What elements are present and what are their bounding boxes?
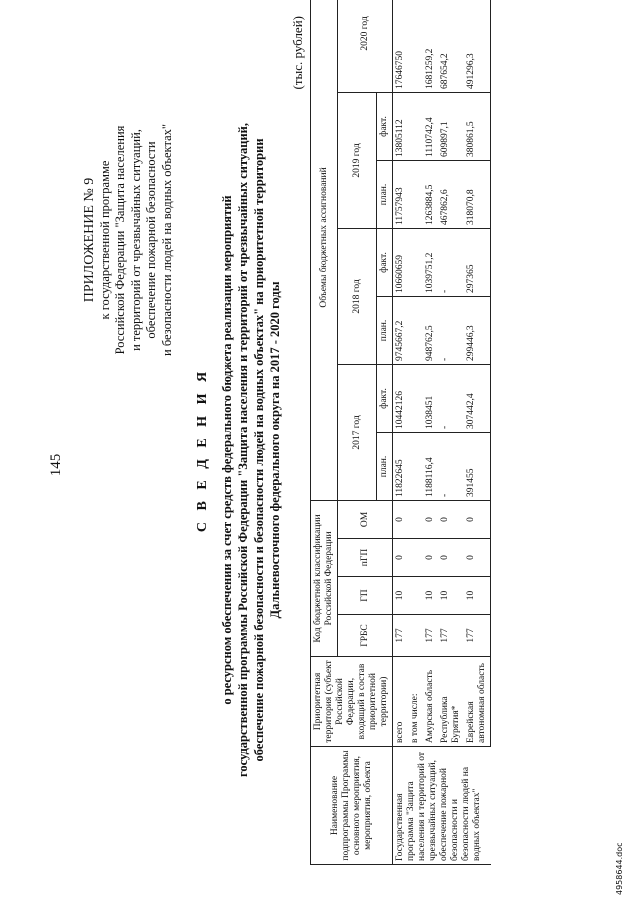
code-cell: 10 <box>393 577 409 615</box>
annex-line: Российской Федерации "Защита населения <box>113 125 127 355</box>
value-cell: - <box>438 364 464 432</box>
territory-cell: всего <box>393 657 409 747</box>
value-cell: - <box>438 228 464 296</box>
value-cell: 1038451 <box>423 364 438 432</box>
code-cell: 0 <box>464 539 491 577</box>
value-cell <box>408 0 423 92</box>
value-cell: 1110742,4 <box>423 92 438 160</box>
column-header-plan: план. <box>377 160 393 228</box>
value-cell: 948762,5 <box>423 296 438 364</box>
heading-line: государственной программы Российской Федерации "Защита населения и территорий от чрезвычайных ситуаций, <box>236 123 250 777</box>
table-row <box>423 0 438 865</box>
annex-line: к государственной программе <box>97 160 112 320</box>
column-header-om: ОМ <box>338 500 393 538</box>
value-cell: 299446,3 <box>464 296 491 364</box>
value-cell: 297365 <box>464 228 491 296</box>
document-heading <box>195 65 283 835</box>
budget-table <box>310 0 491 865</box>
value-cell: 10442126 <box>393 364 409 432</box>
heading-line: о ресурсном обеспечении за счет средств федерального бюджета реализации мероприятий <box>220 195 234 705</box>
value-cell: 491296,3 <box>464 0 491 92</box>
column-header-plan: план. <box>377 432 393 500</box>
value-cell <box>408 160 423 228</box>
value-cell: 467862,6 <box>438 160 464 228</box>
value-cell: 307442,4 <box>464 364 491 432</box>
table-row <box>464 0 491 865</box>
code-cell: 10 <box>423 577 438 615</box>
value-cell: 609897,1 <box>438 92 464 160</box>
column-header-gp: ГП <box>338 577 393 615</box>
code-cell <box>408 577 423 615</box>
table-row <box>438 0 464 865</box>
code-cell: 10 <box>438 577 464 615</box>
value-cell: 13805112 <box>393 92 409 160</box>
document-id: 4958644.doc <box>615 842 624 895</box>
column-header-fact: факт. <box>377 228 393 296</box>
territory-cell: Республика Бурятия* <box>438 657 464 747</box>
column-header-territory: Приоритетная территория (субъект Российской Федерации, входящий в состав приоритетной территории) <box>311 657 393 747</box>
territory-cell: Еврейская автономная область <box>464 657 491 747</box>
value-cell: 1263884,5 <box>423 160 438 228</box>
code-cell: 0 <box>393 539 409 577</box>
heading-line: Дальневосточного федерального округа на 2017 - 2020 годы <box>268 281 282 619</box>
page-number: 145 <box>48 453 64 477</box>
value-cell <box>408 364 423 432</box>
value-cell <box>408 432 423 500</box>
code-cell <box>408 539 423 577</box>
column-header-fact: факт. <box>377 92 393 160</box>
annex-line: и безопасности людей на водных объектах" <box>159 124 174 356</box>
code-cell: 0 <box>423 539 438 577</box>
value-cell: - <box>438 296 464 364</box>
code-cell: 10 <box>464 577 491 615</box>
column-header-pgp: пГП <box>338 539 393 577</box>
value-cell: 17646750 <box>393 0 409 92</box>
value-cell: 1039751,2 <box>423 228 438 296</box>
code-cell <box>408 500 423 538</box>
value-cell: 10660659 <box>393 228 409 296</box>
units-label: (тыс. рублей) <box>290 16 305 90</box>
heading-line: обеспечение пожарной безопасности и безопасности людей на водных объектах" на приоритетной территории <box>252 138 266 762</box>
annex-line: и территорий от чрезвычайных ситуаций, <box>128 129 143 351</box>
table-row <box>408 0 423 865</box>
value-cell: 1188116,4 <box>423 432 438 500</box>
value-cell: - <box>438 432 464 500</box>
table-row <box>393 0 409 865</box>
code-cell: 0 <box>464 500 491 538</box>
column-header-year: 2019 год <box>338 92 377 228</box>
table-body <box>393 0 491 865</box>
column-header-fact: факт. <box>377 364 393 432</box>
value-cell: 687654,2 <box>438 0 464 92</box>
code-cell: 177 <box>393 615 409 657</box>
code-cell: 0 <box>438 500 464 538</box>
value-cell: 11822645 <box>393 432 409 500</box>
column-header-grbs: ГРБС <box>338 615 393 657</box>
code-cell: 177 <box>438 615 464 657</box>
value-cell: 1681259,2 <box>423 0 438 92</box>
annex-title: ПРИЛОЖЕНИЕ № 9 <box>82 177 97 303</box>
value-cell <box>408 296 423 364</box>
column-header-plan: план. <box>377 296 393 364</box>
column-header-year: 2017 год <box>338 364 377 500</box>
heading-word: С В Е Д Е Н И Я <box>195 367 210 533</box>
code-cell: 0 <box>423 500 438 538</box>
heading-text <box>219 65 283 835</box>
column-header-codes: Код бюджетной классификации Российской Федерации <box>311 500 338 656</box>
code-cell: 177 <box>423 615 438 657</box>
territory-cell: в том числе: <box>408 657 423 747</box>
annex-line: обеспечение пожарной безопасности <box>144 141 158 339</box>
column-header-year-2020: 2020 год <box>338 0 393 92</box>
value-cell: 11757943 <box>393 160 409 228</box>
column-header-volumes: Объемы бюджетных ассигнований <box>311 0 338 500</box>
column-header-year: 2018 год <box>338 228 377 364</box>
value-cell: 9745667,2 <box>393 296 409 364</box>
code-cell: 177 <box>464 615 491 657</box>
program-name-cell: Государственная программа "Защита населения и территорий от чрезвычайных ситуаций, обеспечение пожарной безопасности и безопасности людей на водных объектах" <box>393 747 491 865</box>
value-cell: 318070,8 <box>464 160 491 228</box>
column-header-name: Наименование подпрограммы Программы основного мероприятия, мероприятия, объекта <box>311 747 393 865</box>
value-cell <box>408 92 423 160</box>
annex-block <box>82 30 175 450</box>
value-cell: 380861,5 <box>464 92 491 160</box>
code-cell: 0 <box>393 500 409 538</box>
code-cell <box>408 615 423 657</box>
value-cell: 391455 <box>464 432 491 500</box>
code-cell: 0 <box>438 539 464 577</box>
territory-cell: Амурская область <box>423 657 438 747</box>
value-cell <box>408 228 423 296</box>
